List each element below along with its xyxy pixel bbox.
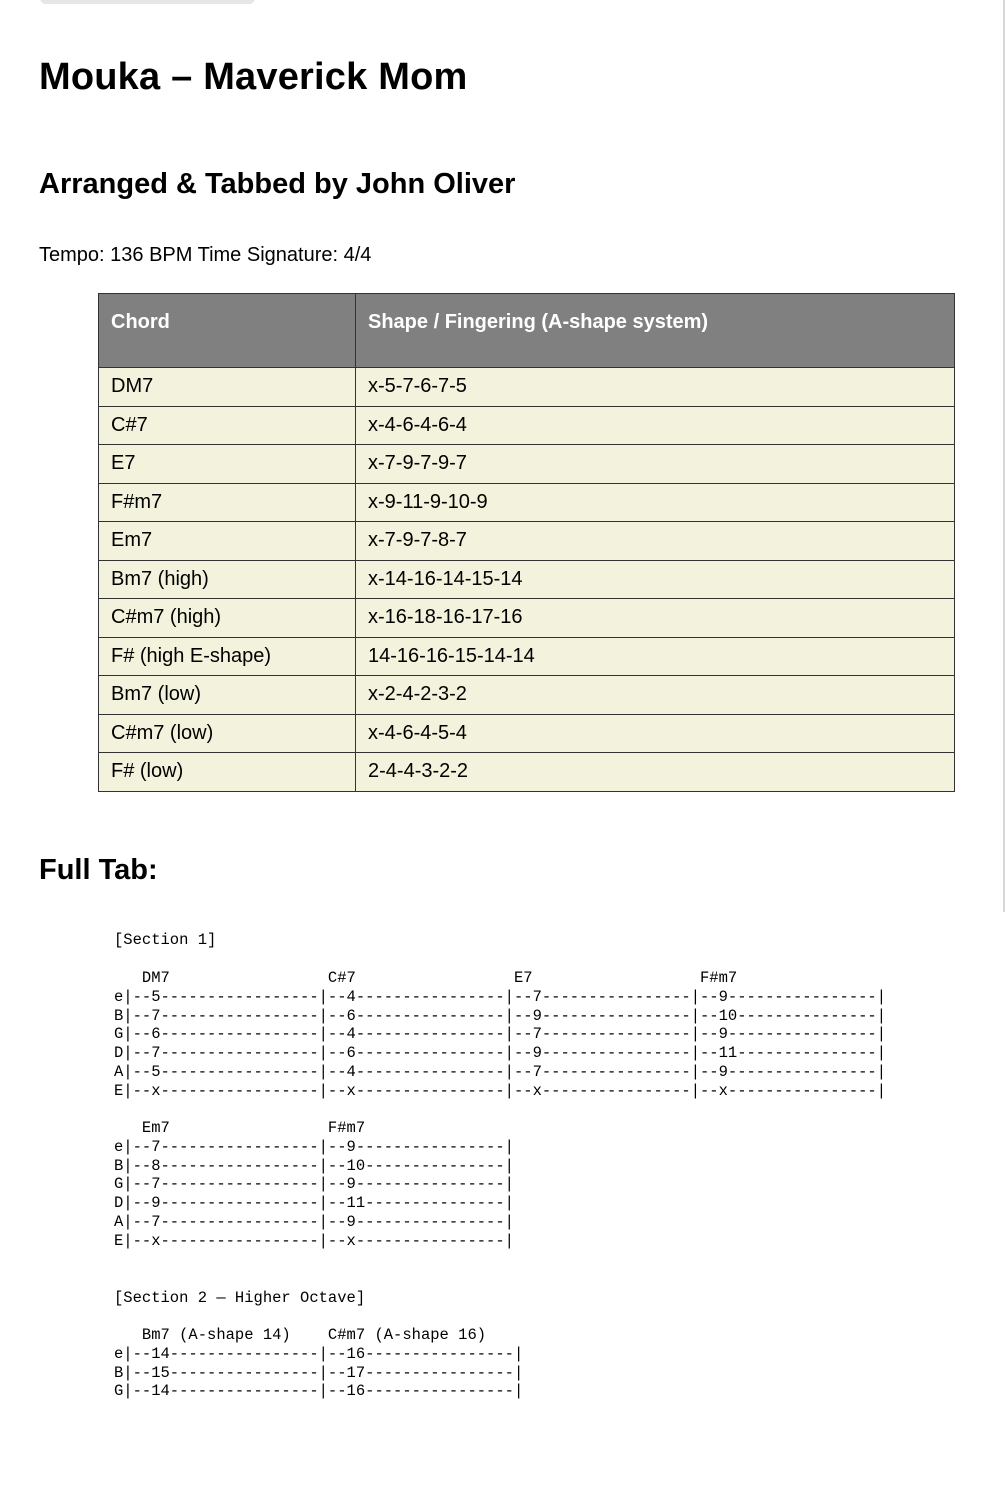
table-row bbox=[99, 406, 955, 445]
full-tab-heading: Full Tab: bbox=[39, 854, 158, 886]
chord-name: Bm7 (high) bbox=[99, 560, 356, 599]
chord-shape: 14-16-16-15-14-14 bbox=[356, 637, 955, 676]
table-row bbox=[99, 714, 955, 753]
section-2-label: [Section 2 — Higher Octave] bbox=[114, 1289, 366, 1307]
chord-shape: x-14-16-14-15-14 bbox=[356, 560, 955, 599]
scroll-hint bbox=[40, 0, 255, 4]
chord-shape: 2-4-4-3-2-2 bbox=[356, 753, 955, 792]
chord-name: DM7 bbox=[99, 368, 356, 407]
table-row bbox=[99, 522, 955, 561]
table-row bbox=[99, 637, 955, 676]
page-title: Mouka – Maverick Mom bbox=[39, 56, 468, 98]
chord-table-header bbox=[99, 294, 955, 368]
chord-name: F#m7 bbox=[99, 483, 356, 522]
chord-shape: x-4-6-4-5-4 bbox=[356, 714, 955, 753]
table-row bbox=[99, 560, 955, 599]
chord-shape: x-7-9-7-8-7 bbox=[356, 522, 955, 561]
chord-shape: x-5-7-6-7-5 bbox=[356, 368, 955, 407]
chord-name: Em7 bbox=[99, 522, 356, 561]
tab-system-2: Em7 F#m7 e|--7-----------------|--9----------------| B|--8-----------------|--10---------------| G|--7-----------------|--9----------------| D|--9-----------------|--11---------------| A|--7-----------------|--9----------------| E|--x-----------------|--x----------------| bbox=[114, 1119, 514, 1250]
table-row bbox=[99, 599, 955, 638]
chord-shape: x-7-9-7-9-7 bbox=[356, 445, 955, 484]
chord-table bbox=[98, 293, 955, 792]
chord-name: C#7 bbox=[99, 406, 356, 445]
header-shape-fingering: Shape / Fingering (A-shape system) bbox=[356, 294, 955, 368]
tab-system-3: Bm7 (A-shape 14) C#m7 (A-shape 16) e|--14----------------|--16----------------| B|--15----------------|--17----------------| G|--14----------------|--16----------------| bbox=[114, 1326, 524, 1401]
chord-shape: x-9-11-9-10-9 bbox=[356, 483, 955, 522]
table-row bbox=[99, 676, 955, 715]
chord-name: E7 bbox=[99, 445, 356, 484]
header-chord: Chord bbox=[99, 294, 356, 368]
table-row bbox=[99, 368, 955, 407]
table-row bbox=[99, 483, 955, 522]
chord-shape: x-16-18-16-17-16 bbox=[356, 599, 955, 638]
chord-shape: x-4-6-4-6-4 bbox=[356, 406, 955, 445]
chord-name: F# (low) bbox=[99, 753, 356, 792]
tempo-time-signature: Tempo: 136 BPM Time Signature: 4/4 bbox=[39, 244, 372, 266]
table-row bbox=[99, 445, 955, 484]
tab-system-1: DM7 C#7 E7 F#m7 e|--5-----------------|--4----------------|--7----------------|--9----------------| B|--7-----------------|--6----------------|--9----------------|--10---------------| G|--6-----------------|--4----------------|--7----------------|--9----------------| D|--7-----------------|--6----------------|--9----------------|--11---------------| A|--5-----------------|--4----------------|--7----------------|--9----------------| E|--x-----------------|--x----------------|--x----------------|--x----------------| bbox=[114, 969, 887, 1100]
chord-name: Bm7 (low) bbox=[99, 676, 356, 715]
arranger-subtitle: Arranged & Tabbed by John Oliver bbox=[39, 168, 516, 200]
chord-name: C#m7 (high) bbox=[99, 599, 356, 638]
table-row bbox=[99, 753, 955, 792]
chord-name: F# (high E-shape) bbox=[99, 637, 356, 676]
chord-shape: x-2-4-2-3-2 bbox=[356, 676, 955, 715]
chord-name: C#m7 (low) bbox=[99, 714, 356, 753]
section-1-label: [Section 1] bbox=[114, 931, 217, 949]
